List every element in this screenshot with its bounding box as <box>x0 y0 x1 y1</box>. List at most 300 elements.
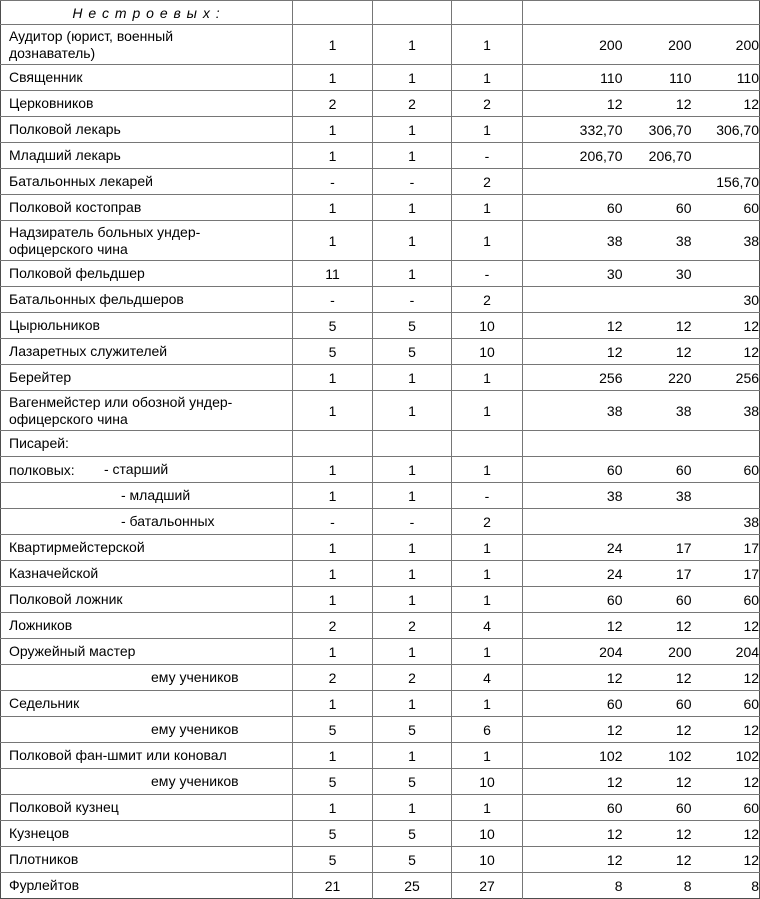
value-cell: 38 <box>523 483 623 509</box>
count-cell: 1 <box>452 221 523 261</box>
row-label: Писарей: <box>9 435 69 451</box>
table-row <box>1 847 760 873</box>
value-cell: 38 <box>523 391 623 431</box>
row-label-cell <box>1 457 293 483</box>
value-cell: 12 <box>523 847 623 873</box>
value-cell <box>623 509 692 535</box>
count-cell: 1 <box>452 365 523 391</box>
row-label: ему учеников <box>151 669 239 685</box>
table-row <box>1 195 760 221</box>
table-row <box>1 613 760 639</box>
value-cell: 38 <box>623 221 692 261</box>
row-label: - батальонных <box>121 513 215 529</box>
count-cell: 10 <box>452 339 523 365</box>
value-cell: 60 <box>692 691 760 717</box>
row-label-cell <box>1 221 293 261</box>
count-cell: 1 <box>373 535 452 561</box>
value-cell: 12 <box>692 717 760 743</box>
value-cell: 38 <box>692 509 760 535</box>
count-cell: 1 <box>373 391 452 431</box>
count-cell: 1 <box>373 639 452 665</box>
count-cell: 2 <box>373 91 452 117</box>
row-label-cell <box>1 795 293 821</box>
table-row <box>1 665 760 691</box>
count-cell: 2 <box>452 91 523 117</box>
count-cell: 11 <box>293 261 373 287</box>
value-cell: 12 <box>623 769 692 795</box>
table-row <box>1 587 760 613</box>
row-label-cell <box>1 613 293 639</box>
value-cell: 8 <box>692 873 760 899</box>
count-cell: 1 <box>452 25 523 65</box>
count-cell: 1 <box>373 117 452 143</box>
count-cell: 5 <box>373 769 452 795</box>
count-cell: 1 <box>293 365 373 391</box>
count-cell: 2 <box>373 613 452 639</box>
row-label: Батальонных фельдшеров <box>9 291 184 307</box>
count-cell: 1 <box>373 365 452 391</box>
value-cell: 12 <box>523 665 623 691</box>
row-label-cell <box>1 169 293 195</box>
count-cell: - <box>373 287 452 313</box>
table-row <box>1 561 760 587</box>
count-cell: 1 <box>293 691 373 717</box>
value-cell: 12 <box>623 665 692 691</box>
count-cell: 1 <box>293 561 373 587</box>
count-header-cell-3 <box>452 1 523 25</box>
count-cell: 1 <box>373 795 452 821</box>
value-cell <box>692 483 760 509</box>
count-cell: 5 <box>373 717 452 743</box>
row-label: Лазаретных служителей <box>9 343 168 359</box>
value-cell: 17 <box>623 561 692 587</box>
value-cell: 204 <box>692 639 760 665</box>
row-label-cell <box>1 339 293 365</box>
row-label: Полковой фан-шмит или коновал <box>9 747 227 763</box>
value-cell <box>623 431 692 457</box>
table-row <box>1 391 760 431</box>
count-cell: - <box>293 169 373 195</box>
count-cell: 5 <box>293 313 373 339</box>
row-label-cell <box>1 847 293 873</box>
count-cell: 5 <box>293 821 373 847</box>
count-cell: 1 <box>452 535 523 561</box>
value-cell: 206,70 <box>623 143 692 169</box>
value-cell: 12 <box>623 313 692 339</box>
value-cell: 60 <box>692 795 760 821</box>
row-label-cell <box>1 483 293 509</box>
value-cell <box>692 143 760 169</box>
count-cell: 2 <box>373 665 452 691</box>
row-label-cell <box>1 365 293 391</box>
value-cell: 12 <box>692 821 760 847</box>
row-label: Седельник <box>9 695 80 711</box>
count-cell: 1 <box>373 143 452 169</box>
value-cell: 12 <box>623 717 692 743</box>
value-cell <box>523 169 623 195</box>
value-cell: 60 <box>623 691 692 717</box>
count-cell: 1 <box>373 261 452 287</box>
table-row <box>1 313 760 339</box>
value-cell: 204 <box>523 639 623 665</box>
count-cell: 2 <box>293 613 373 639</box>
row-label-cell <box>1 261 293 287</box>
row-label: Младший лекарь <box>9 147 121 163</box>
value-cell: 102 <box>692 743 760 769</box>
count-cell: 1 <box>452 117 523 143</box>
table-header-row <box>1 1 760 25</box>
value-cell: 60 <box>623 587 692 613</box>
value-cell: 12 <box>623 821 692 847</box>
header-label-cell <box>1 1 293 25</box>
count-cell: 1 <box>293 587 373 613</box>
row-label: Надзиратель больных ундер- <box>9 223 201 240</box>
count-cell: 1 <box>373 561 452 587</box>
value-cell: 12 <box>692 847 760 873</box>
table-row <box>1 221 760 261</box>
count-cell: 1 <box>293 795 373 821</box>
value-cell: 30 <box>692 287 760 313</box>
count-cell: - <box>452 483 523 509</box>
value-cell: 60 <box>623 195 692 221</box>
value-cell: 12 <box>523 91 623 117</box>
row-label-cell <box>1 665 293 691</box>
value-cell: 38 <box>692 221 760 261</box>
value-cell: 306,70 <box>623 117 692 143</box>
value-cell: 60 <box>523 587 623 613</box>
row-label-cell <box>1 195 293 221</box>
count-cell: 2 <box>452 169 523 195</box>
value-header-cell <box>523 1 760 25</box>
count-cell: 1 <box>373 691 452 717</box>
table-row <box>1 117 760 143</box>
count-header-cell-2 <box>373 1 452 25</box>
count-cell <box>293 431 373 457</box>
row-label-line2: офицерского чина <box>9 410 128 427</box>
table-row <box>1 25 760 65</box>
row-label: Полковой фельдшер <box>9 265 145 281</box>
value-cell: 306,70 <box>692 117 760 143</box>
value-cell: 110 <box>623 65 692 91</box>
row-label-cell <box>1 313 293 339</box>
row-label-cell <box>1 561 293 587</box>
value-cell: 12 <box>692 313 760 339</box>
table-row <box>1 261 760 287</box>
count-cell: - <box>452 143 523 169</box>
count-cell <box>373 431 452 457</box>
count-cell: - <box>373 509 452 535</box>
count-cell: 1 <box>293 143 373 169</box>
value-cell: 60 <box>523 195 623 221</box>
value-cell: 12 <box>692 613 760 639</box>
count-cell: 5 <box>373 847 452 873</box>
row-label: Полковой костоправ <box>9 199 142 215</box>
count-cell: 5 <box>373 313 452 339</box>
table-row <box>1 91 760 117</box>
row-label-cell <box>1 287 293 313</box>
count-cell: 4 <box>452 665 523 691</box>
count-cell: - <box>293 509 373 535</box>
table-body <box>1 1 760 899</box>
row-label-cell <box>1 743 293 769</box>
row-label-cell <box>1 587 293 613</box>
count-cell: 1 <box>452 691 523 717</box>
value-cell: 30 <box>623 261 692 287</box>
count-cell: 1 <box>293 195 373 221</box>
value-cell: 110 <box>523 65 623 91</box>
count-cell: - <box>452 261 523 287</box>
value-cell: 24 <box>523 535 623 561</box>
table-row <box>1 821 760 847</box>
count-cell: 6 <box>452 717 523 743</box>
table-row <box>1 365 760 391</box>
row-label-cell <box>1 691 293 717</box>
row-label-cell <box>1 639 293 665</box>
value-cell: 12 <box>692 91 760 117</box>
value-cell <box>523 509 623 535</box>
table-row <box>1 795 760 821</box>
value-cell: 200 <box>623 639 692 665</box>
table-row <box>1 691 760 717</box>
value-cell: 60 <box>692 587 760 613</box>
value-cell: 12 <box>692 665 760 691</box>
value-cell: 12 <box>623 613 692 639</box>
row-label: Батальонных лекарей <box>9 173 153 189</box>
value-cell: 110 <box>692 65 760 91</box>
row-label-cell <box>1 91 293 117</box>
count-cell: 10 <box>452 821 523 847</box>
row-label: Вагенмейстер или обозной ундер- <box>9 393 233 410</box>
row-label: Оружейный мастер <box>9 643 136 659</box>
row-label-line2: дознаватель) <box>9 44 96 61</box>
count-cell: 1 <box>293 743 373 769</box>
count-cell: 1 <box>293 535 373 561</box>
count-cell: - <box>293 287 373 313</box>
value-cell: 12 <box>692 339 760 365</box>
count-cell: 5 <box>293 339 373 365</box>
value-cell: 220 <box>623 365 692 391</box>
count-cell: 1 <box>452 391 523 431</box>
count-cell: 5 <box>293 717 373 743</box>
value-cell: 38 <box>623 391 692 431</box>
value-cell: 256 <box>692 365 760 391</box>
value-cell <box>623 287 692 313</box>
row-label: Цырюльников <box>9 317 100 333</box>
table-row <box>1 169 760 195</box>
value-cell <box>623 169 692 195</box>
row-label: Священник <box>9 69 83 85</box>
value-cell: 24 <box>523 561 623 587</box>
row-label: Полковой кузнец <box>9 799 119 815</box>
value-cell <box>523 287 623 313</box>
row-label: Кузнецов <box>9 825 70 841</box>
table-row <box>1 873 760 899</box>
count-cell: 1 <box>373 457 452 483</box>
table-row <box>1 457 760 483</box>
count-cell: 1 <box>373 483 452 509</box>
count-cell: 1 <box>293 391 373 431</box>
value-cell: 156,70 <box>692 169 760 195</box>
table-row <box>1 743 760 769</box>
table-row <box>1 287 760 313</box>
value-cell: 206,70 <box>523 143 623 169</box>
table-row <box>1 143 760 169</box>
table-row <box>1 535 760 561</box>
row-label-cell <box>1 25 293 65</box>
count-cell: 1 <box>373 195 452 221</box>
row-label-cell <box>1 769 293 795</box>
count-cell: 1 <box>293 221 373 261</box>
table-row <box>1 769 760 795</box>
count-cell: 5 <box>293 769 373 795</box>
value-cell: 102 <box>523 743 623 769</box>
value-cell: 38 <box>623 483 692 509</box>
value-cell: 17 <box>692 561 760 587</box>
value-cell: 200 <box>523 25 623 65</box>
value-cell: 200 <box>623 25 692 65</box>
value-cell: 60 <box>523 795 623 821</box>
row-label-cell <box>1 143 293 169</box>
value-cell: 332,70 <box>523 117 623 143</box>
value-cell: 60 <box>692 195 760 221</box>
row-label-cell <box>1 117 293 143</box>
row-label: Казначейской <box>9 565 99 581</box>
value-cell: 12 <box>623 339 692 365</box>
value-cell: 12 <box>523 313 623 339</box>
count-cell: 21 <box>293 873 373 899</box>
value-cell: 12 <box>692 769 760 795</box>
row-label: Квартирмейстерской <box>9 539 145 555</box>
count-cell <box>452 431 523 457</box>
count-cell: 27 <box>452 873 523 899</box>
count-cell: 25 <box>373 873 452 899</box>
count-cell: 1 <box>452 743 523 769</box>
count-cell: 2 <box>293 665 373 691</box>
value-cell: 102 <box>623 743 692 769</box>
count-cell: 2 <box>452 287 523 313</box>
row-label-cell <box>1 535 293 561</box>
count-cell: 1 <box>373 587 452 613</box>
row-label: Берейтер <box>9 369 72 385</box>
count-cell: 2 <box>293 91 373 117</box>
count-cell: 1 <box>373 25 452 65</box>
row-label: ему учеников <box>151 773 239 789</box>
count-cell: 1 <box>373 743 452 769</box>
row-label: Аудитор (юрист, военный <box>9 27 174 44</box>
table-row <box>1 639 760 665</box>
value-cell: 60 <box>623 457 692 483</box>
row-label: Ложников <box>9 617 73 633</box>
table-row <box>1 339 760 365</box>
value-cell: 200 <box>692 25 760 65</box>
value-cell: 17 <box>623 535 692 561</box>
row-label-cell <box>1 873 293 899</box>
count-cell: 10 <box>452 313 523 339</box>
row-label-cell <box>1 391 293 431</box>
value-cell: 38 <box>523 221 623 261</box>
value-cell: 60 <box>523 691 623 717</box>
row-label: Церковников <box>9 95 94 111</box>
value-cell: 17 <box>692 535 760 561</box>
value-cell: 8 <box>623 873 692 899</box>
count-cell: 10 <box>452 769 523 795</box>
section-title: Н е с т р о е в ы х : <box>72 4 221 21</box>
value-cell: 30 <box>523 261 623 287</box>
row-label-line2: офицерского чина <box>9 240 128 257</box>
row-label: - младший <box>121 487 191 503</box>
count-cell: 1 <box>293 483 373 509</box>
row-label: - старший <box>104 461 169 477</box>
value-cell: 256 <box>523 365 623 391</box>
value-cell: 12 <box>523 613 623 639</box>
value-cell: 38 <box>692 391 760 431</box>
table-row <box>1 717 760 743</box>
value-cell <box>692 431 760 457</box>
count-cell: 1 <box>452 639 523 665</box>
count-cell: 1 <box>452 65 523 91</box>
row-label-cell <box>1 65 293 91</box>
count-cell: 5 <box>373 821 452 847</box>
value-cell <box>523 431 623 457</box>
row-label-prefix: полковых: <box>9 461 75 478</box>
row-label: Плотников <box>9 851 79 867</box>
row-label-cell <box>1 717 293 743</box>
table-row <box>1 509 760 535</box>
count-cell: 1 <box>373 221 452 261</box>
value-cell: 60 <box>623 795 692 821</box>
count-cell: 5 <box>293 847 373 873</box>
count-cell: 1 <box>293 25 373 65</box>
row-label: ему учеников <box>151 721 239 737</box>
row-label: Полковой ложник <box>9 591 123 607</box>
count-cell: 1 <box>293 457 373 483</box>
count-cell: 1 <box>293 65 373 91</box>
count-cell: 2 <box>452 509 523 535</box>
table-row <box>1 431 760 457</box>
count-cell: 1 <box>452 587 523 613</box>
value-cell: 12 <box>523 821 623 847</box>
value-cell <box>692 261 760 287</box>
count-cell: 1 <box>373 65 452 91</box>
row-label-cell <box>1 431 293 457</box>
count-header-cell-1 <box>293 1 373 25</box>
row-label: Фурлейтов <box>9 877 80 893</box>
value-cell: 12 <box>523 769 623 795</box>
count-cell: 10 <box>452 847 523 873</box>
count-cell: 4 <box>452 613 523 639</box>
count-cell: 1 <box>452 795 523 821</box>
value-cell: 12 <box>623 91 692 117</box>
row-label-cell <box>1 821 293 847</box>
table-row <box>1 65 760 91</box>
count-cell: 5 <box>373 339 452 365</box>
value-cell: 8 <box>523 873 623 899</box>
value-cell: 12 <box>523 717 623 743</box>
row-label-cell <box>1 509 293 535</box>
row-label: Полковой лекарь <box>9 121 121 137</box>
value-cell: 60 <box>692 457 760 483</box>
count-cell: 1 <box>452 561 523 587</box>
value-cell: 12 <box>623 847 692 873</box>
count-cell: 1 <box>293 117 373 143</box>
count-cell: 1 <box>452 195 523 221</box>
count-cell: 1 <box>293 639 373 665</box>
count-cell: - <box>373 169 452 195</box>
value-cell: 60 <box>523 457 623 483</box>
value-cell: 12 <box>523 339 623 365</box>
table-row <box>1 483 760 509</box>
count-cell: 1 <box>452 457 523 483</box>
